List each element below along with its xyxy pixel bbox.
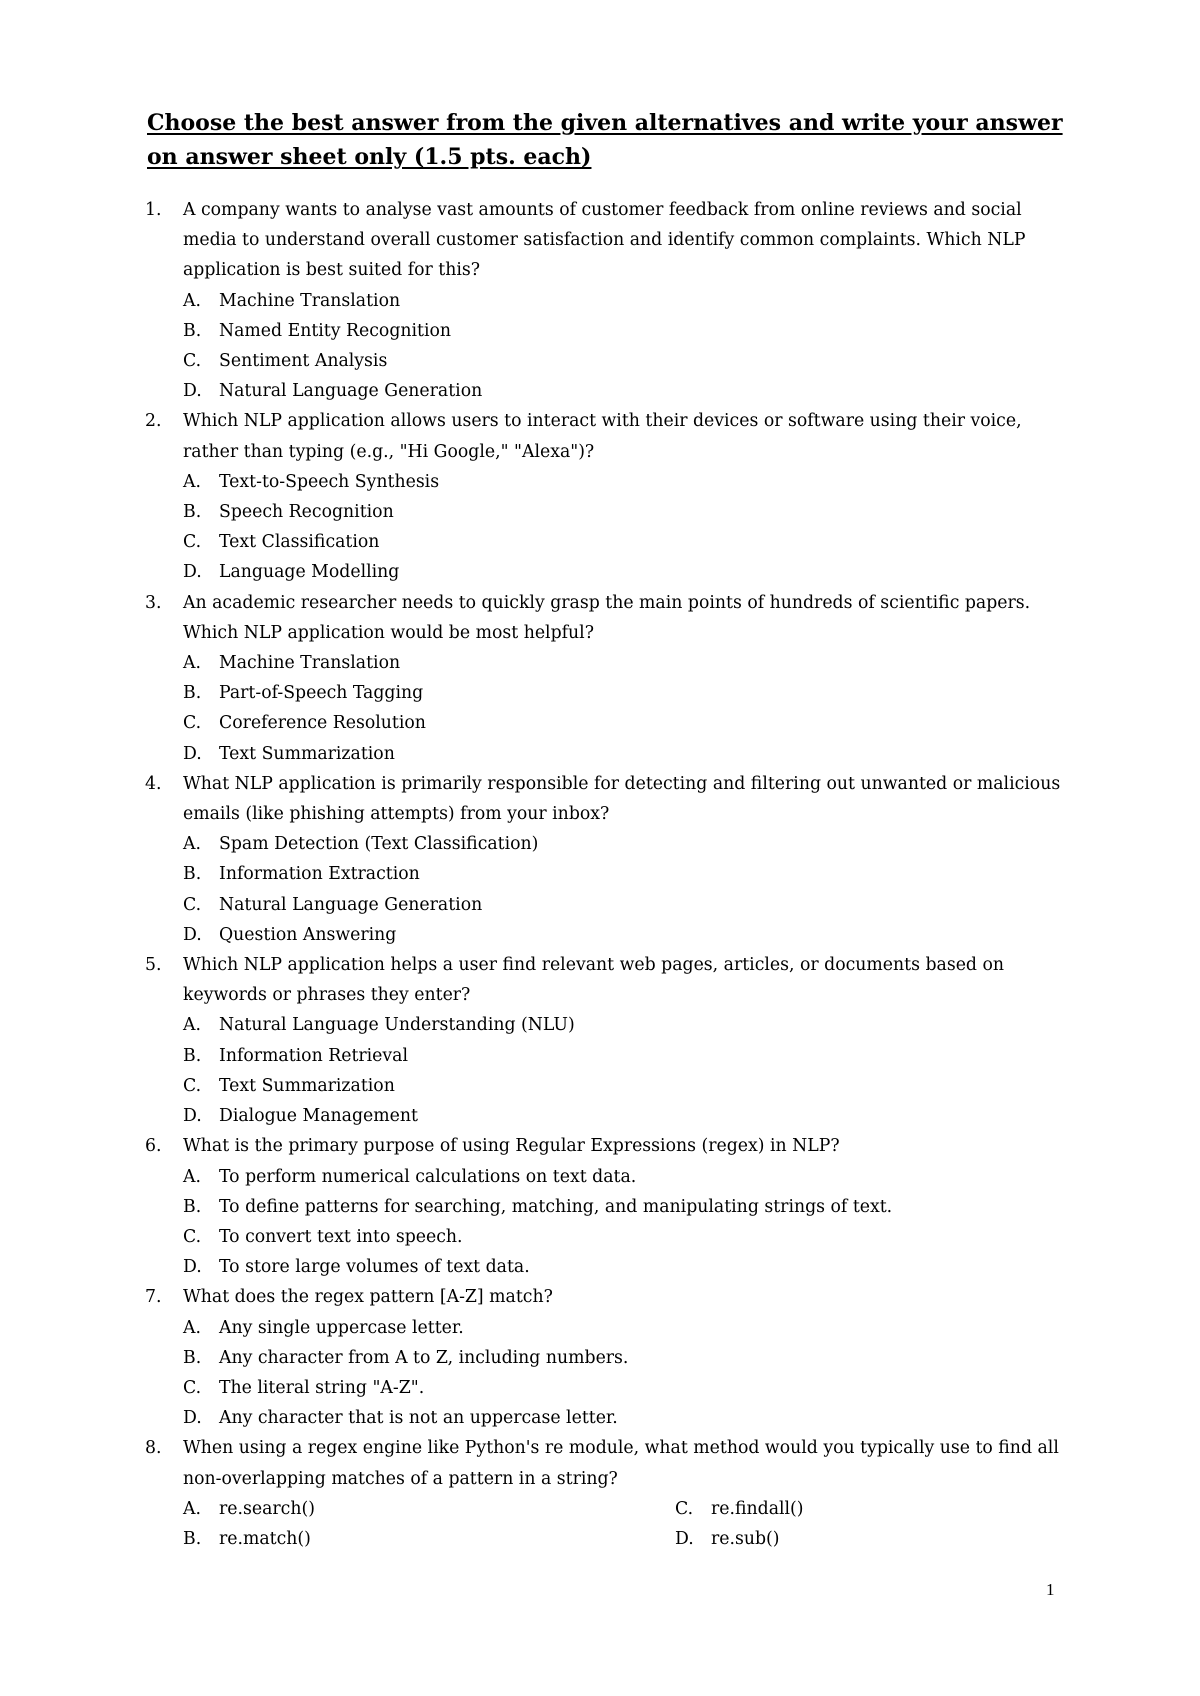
option-letter: A. xyxy=(183,834,201,855)
answer-option xyxy=(183,1313,1075,1343)
answer-option xyxy=(675,1524,1075,1554)
answer-options xyxy=(145,467,1075,588)
answer-options xyxy=(145,829,1075,950)
question-number: 3. xyxy=(145,592,162,613)
question-stem xyxy=(145,769,1075,829)
option-text: re.sub() xyxy=(711,1528,780,1549)
answer-options xyxy=(145,1162,1075,1283)
question-text: A company wants to analyse vast amounts of customer feedback from online reviews and social media to understand overall customer satisfaction and identify common complaints. Which NLP application is best suited for this? xyxy=(183,200,1026,281)
question-number: 2. xyxy=(145,411,162,432)
option-letter: D. xyxy=(183,743,202,764)
answer-option xyxy=(183,920,1075,950)
answer-options xyxy=(145,1313,1075,1434)
option-text: To convert text into speech. xyxy=(219,1226,463,1247)
option-text: The literal string "A-Z". xyxy=(219,1377,425,1398)
question-text: An academic researcher needs to quickly grasp the main points of hundreds of scientific papers. Which NLP application would be most helpful? xyxy=(183,592,1031,643)
option-text: Natural Language Understanding (NLU) xyxy=(219,1015,575,1036)
answer-option xyxy=(183,346,1075,376)
option-letter: C. xyxy=(675,1498,694,1519)
option-text: Spam Detection (Text Classification) xyxy=(219,834,539,855)
option-text: To perform numerical calculations on text data. xyxy=(219,1166,637,1187)
option-text: Named Entity Recognition xyxy=(219,320,452,341)
answer-option xyxy=(183,708,1075,738)
question-item xyxy=(145,769,1075,950)
answer-options xyxy=(145,1010,1075,1131)
question-stem xyxy=(145,1433,1075,1493)
option-letter: A. xyxy=(183,1015,201,1036)
option-text: Natural Language Generation xyxy=(219,894,483,915)
option-text: re.match() xyxy=(219,1528,311,1549)
option-letter: D. xyxy=(183,381,202,402)
option-text: re.findall() xyxy=(711,1498,804,1519)
answer-option xyxy=(183,1010,1075,1040)
question-item xyxy=(145,1433,1075,1554)
option-letter: B. xyxy=(183,1196,202,1217)
option-text: Information Retrieval xyxy=(219,1045,408,1066)
answer-option xyxy=(183,859,1075,889)
question-list xyxy=(145,195,1075,1554)
option-letter: A. xyxy=(183,1166,201,1187)
question-text: Which NLP application allows users to interact with their devices or software using their voice, rather than typing (e.g., "Hi Google," "Alexa")? xyxy=(183,411,1022,462)
answer-option xyxy=(183,890,1075,920)
option-letter: C. xyxy=(183,1377,202,1398)
answer-option xyxy=(183,1222,1075,1252)
answer-option xyxy=(183,1343,1075,1373)
answer-option xyxy=(183,467,1075,497)
option-letter: A. xyxy=(183,653,201,674)
question-item xyxy=(145,195,1075,406)
question-stem xyxy=(145,195,1075,286)
question-text: When using a regex engine like Python's re module, what method would you typically use to find all non-overlapping matches of a pattern in a string? xyxy=(183,1438,1059,1489)
option-text: Part-of-Speech Tagging xyxy=(219,683,424,704)
option-text: Speech Recognition xyxy=(219,502,394,523)
answer-option xyxy=(183,316,1075,346)
option-text: Machine Translation xyxy=(219,653,401,674)
answer-option xyxy=(183,497,1075,527)
page-number: 1 xyxy=(1046,1580,1055,1599)
question-number: 6. xyxy=(145,1136,162,1157)
option-letter: B. xyxy=(183,1528,202,1549)
option-letter: A. xyxy=(183,290,201,311)
answer-option xyxy=(675,1494,1075,1524)
option-text: Natural Language Generation xyxy=(219,381,483,402)
option-letter: D. xyxy=(183,562,202,583)
option-text: Language Modelling xyxy=(219,562,400,583)
question-item xyxy=(145,588,1075,769)
option-text: Text Classification xyxy=(219,532,380,553)
option-letter: B. xyxy=(183,683,202,704)
option-letter: D. xyxy=(183,1106,202,1127)
option-letter: D. xyxy=(183,924,202,945)
answer-option xyxy=(183,557,1075,587)
question-number: 7. xyxy=(145,1287,162,1308)
option-text: Sentiment Analysis xyxy=(219,351,388,372)
answer-option xyxy=(183,1192,1075,1222)
option-text: re.search() xyxy=(219,1498,315,1519)
question-stem xyxy=(145,950,1075,1010)
option-letter: C. xyxy=(183,713,202,734)
answer-option xyxy=(183,1071,1075,1101)
option-letter: B. xyxy=(183,1045,202,1066)
question-item xyxy=(145,1131,1075,1282)
question-stem xyxy=(145,406,1075,466)
answer-option xyxy=(183,1403,1075,1433)
question-text: What is the primary purpose of using Regular Expressions (regex) in NLP? xyxy=(183,1136,840,1157)
answer-options xyxy=(145,648,1075,769)
answer-option xyxy=(183,1494,675,1524)
answer-options xyxy=(145,286,1075,407)
question-text: What does the regex pattern [A-Z] match? xyxy=(183,1287,553,1308)
answer-option xyxy=(183,1252,1075,1282)
option-letter: B. xyxy=(183,320,202,341)
question-item xyxy=(145,1282,1075,1433)
option-text: Dialogue Management xyxy=(219,1106,418,1127)
option-text: Machine Translation xyxy=(219,290,401,311)
option-letter: A. xyxy=(183,471,201,492)
option-text: Text Summarization xyxy=(219,1075,395,1096)
question-text: What NLP application is primarily responsible for detecting and filtering out unwanted or malicious emails (like phishing attempts) from your inbox? xyxy=(183,773,1061,825)
answer-option xyxy=(183,829,1075,859)
answer-option xyxy=(183,1373,1075,1403)
question-number: 4. xyxy=(145,773,162,794)
instructions-heading: Choose the best answer from the given alternatives and write your answer on answer sheet only (1.5 pts. each) xyxy=(147,110,1063,170)
question-text: Which NLP application helps a user find relevant web pages, articles, or documents based on keywords or phrases they enter? xyxy=(183,955,1005,1006)
option-letter: C. xyxy=(183,532,202,553)
option-text: Any character from A to Z, including numbers. xyxy=(219,1347,629,1368)
option-text: Text-to-Speech Synthesis xyxy=(219,471,440,492)
option-text: Question Answering xyxy=(219,924,397,945)
option-letter: D. xyxy=(183,1257,202,1278)
option-letter: D. xyxy=(183,1408,202,1429)
question-number: 1. xyxy=(145,200,162,220)
answer-option xyxy=(183,739,1075,769)
option-letter: D. xyxy=(675,1528,694,1549)
option-text: Coreference Resolution xyxy=(219,713,426,734)
answer-option xyxy=(183,1162,1075,1192)
option-letter: A. xyxy=(183,1498,201,1519)
option-letter: A. xyxy=(183,1317,201,1338)
answer-option xyxy=(183,1101,1075,1131)
option-letter: C. xyxy=(183,1075,202,1096)
answer-option xyxy=(183,1041,1075,1071)
option-text: To define patterns for searching, matching, and manipulating strings of text. xyxy=(219,1196,893,1217)
answer-options xyxy=(145,1494,1075,1554)
question-stem xyxy=(145,1282,1075,1312)
option-text: Information Extraction xyxy=(219,864,420,885)
option-letter: C. xyxy=(183,1226,202,1247)
question-number: 8. xyxy=(145,1438,162,1459)
question-item xyxy=(145,950,1075,1131)
question-item xyxy=(145,406,1075,587)
option-text: Text Summarization xyxy=(219,743,395,764)
answer-option xyxy=(183,376,1075,406)
option-text: To store large volumes of text data. xyxy=(219,1257,530,1278)
option-text: Any character that is not an uppercase letter. xyxy=(219,1408,618,1429)
option-text: Any single uppercase letter. xyxy=(219,1317,464,1338)
question-stem xyxy=(145,588,1075,648)
answer-option xyxy=(183,678,1075,708)
answer-option xyxy=(183,527,1075,557)
option-letter: B. xyxy=(183,864,202,885)
question-stem xyxy=(145,1131,1075,1161)
answer-option xyxy=(183,648,1075,678)
option-letter: C. xyxy=(183,351,202,372)
question-number: 5. xyxy=(145,955,162,976)
option-letter: B. xyxy=(183,1347,202,1368)
option-letter: B. xyxy=(183,502,202,523)
answer-option xyxy=(183,1524,675,1554)
option-letter: C. xyxy=(183,894,202,915)
answer-option xyxy=(183,286,1075,316)
